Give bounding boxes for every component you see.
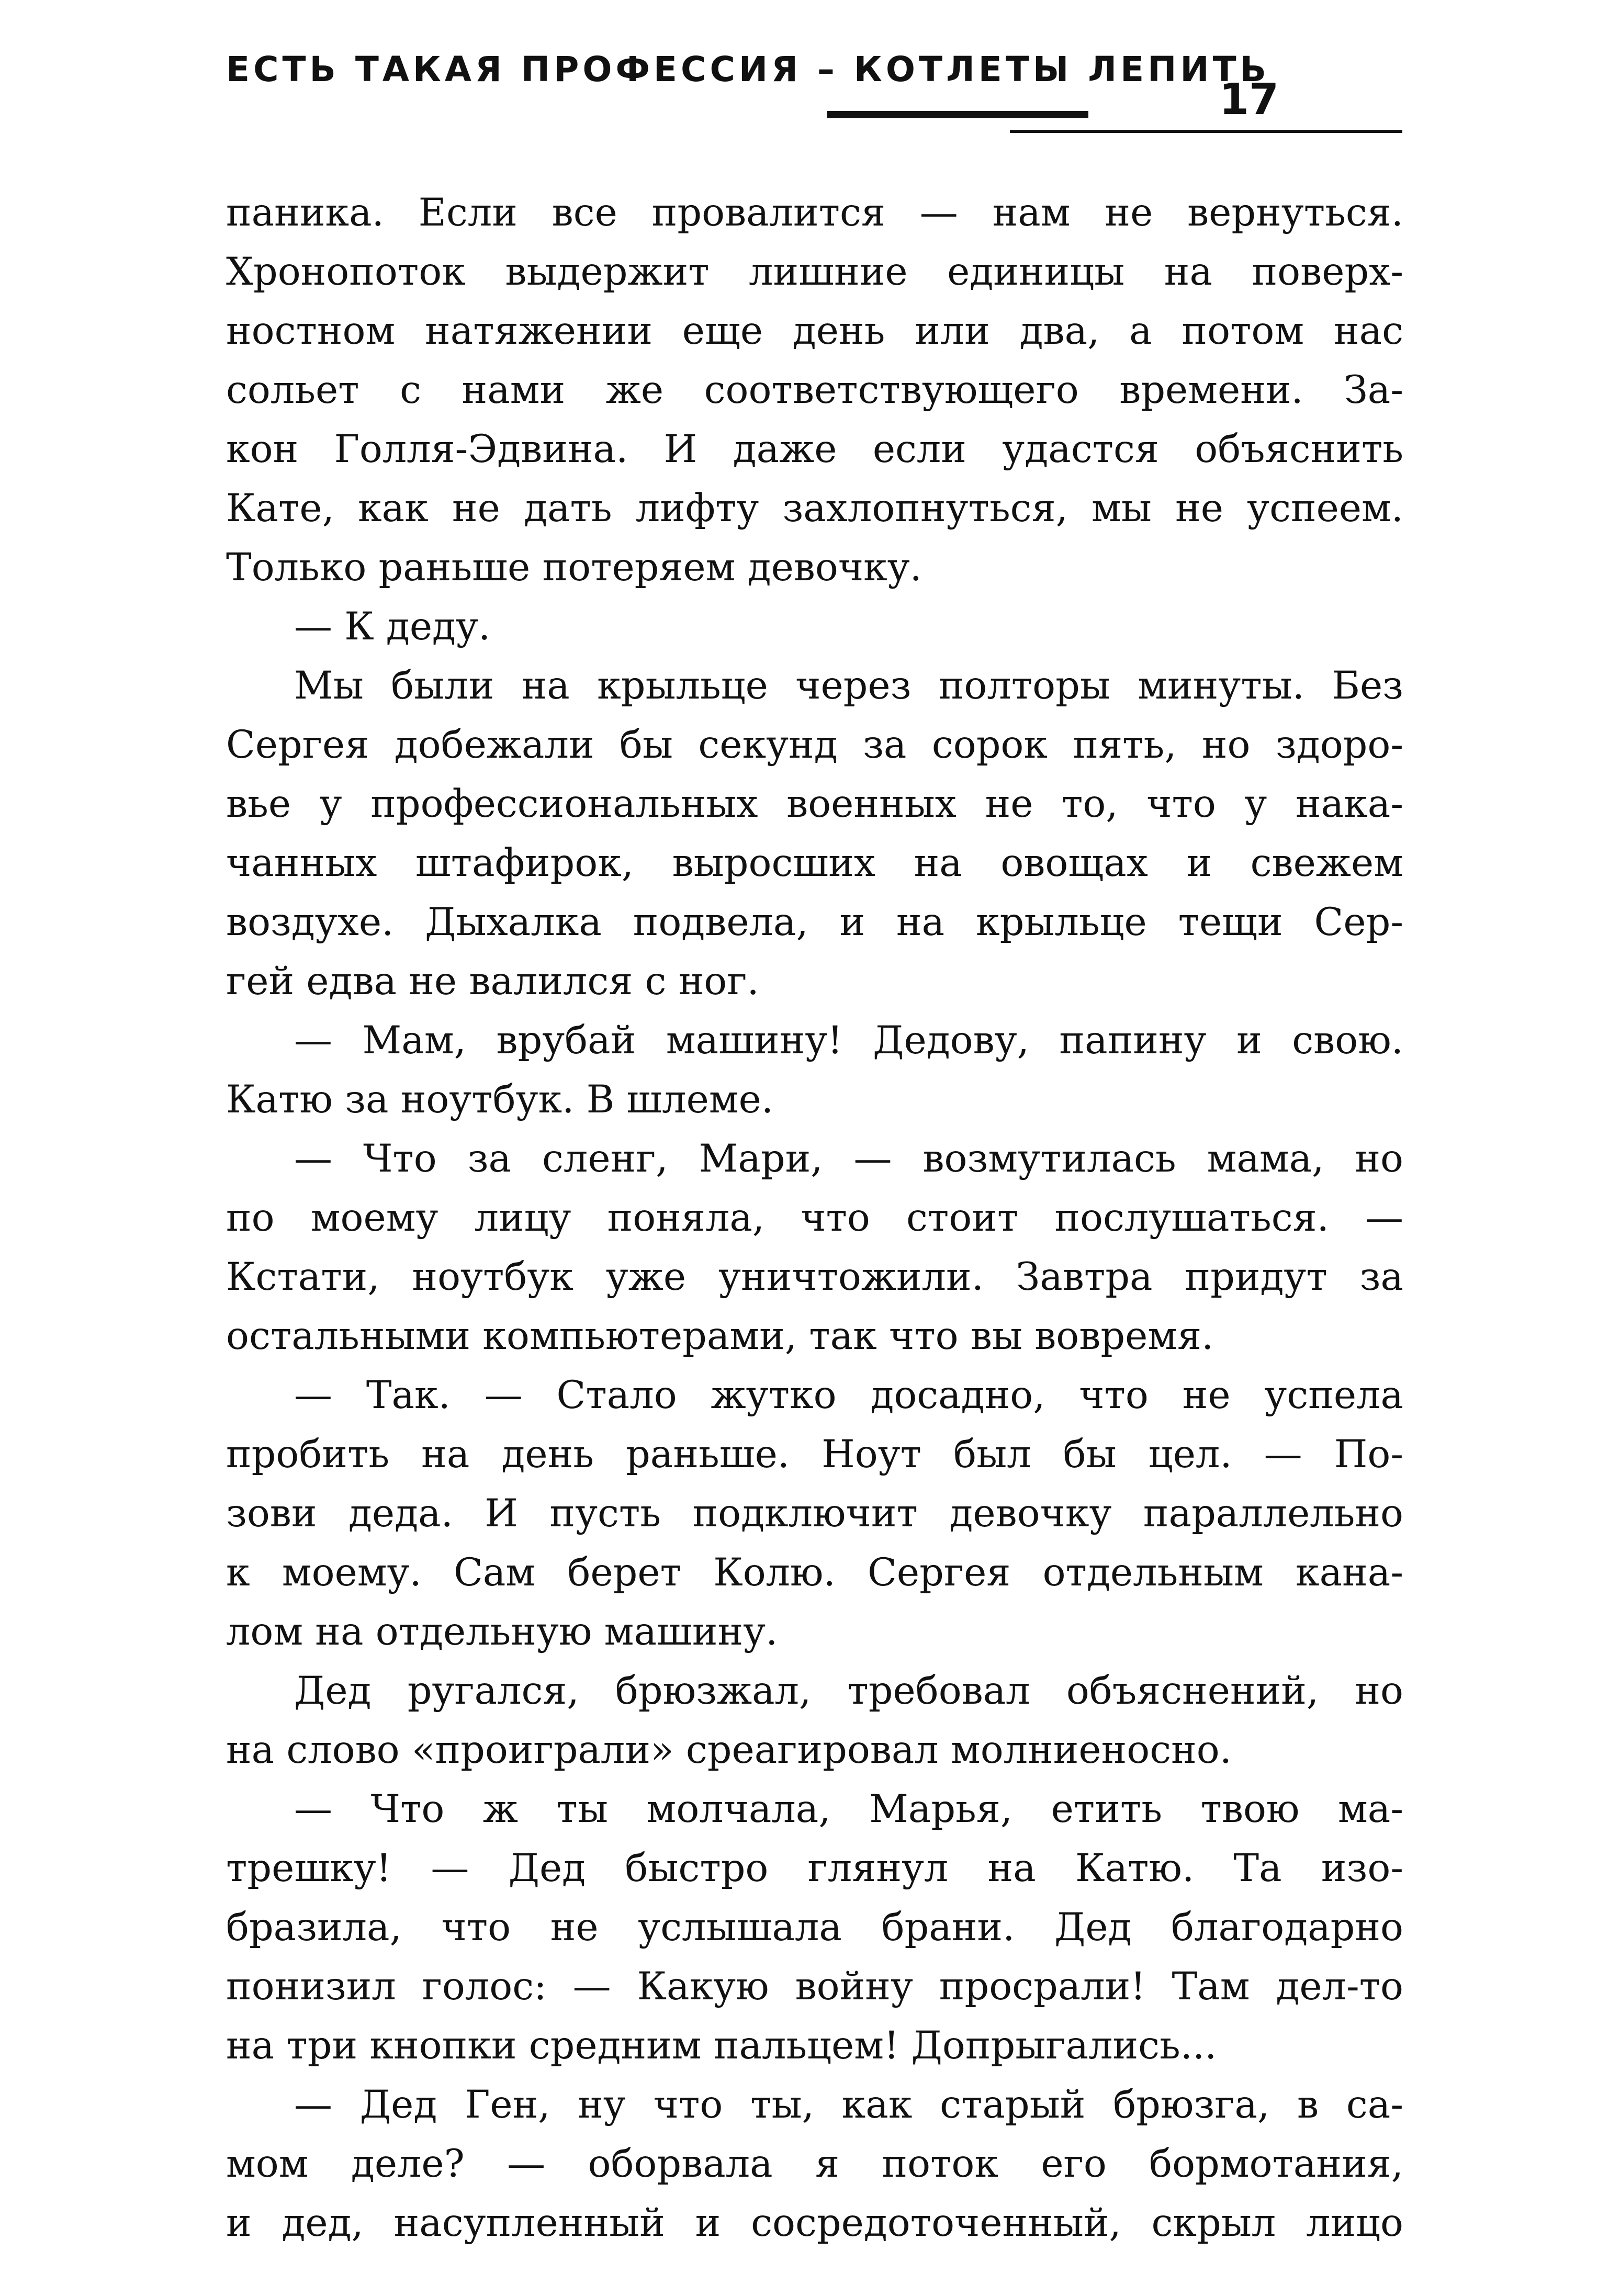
- text-line: — К деду.: [294, 604, 491, 649]
- text-line: зови деда. И пусть подключит девочку параллельно: [226, 1491, 1403, 1536]
- text-line: Хронопоток выдержит лишние единицы на поверх-: [226, 250, 1403, 294]
- text-line: Дед ругался, брюзжал, требовал объяснений, но: [294, 1669, 1403, 1713]
- text-line: кон Голля-Эдвина. И даже если удастся объяснить: [226, 427, 1403, 471]
- text-line: Сергея добежали бы секунд за сорок пять, но здоро-: [226, 723, 1403, 767]
- page-number: 17: [1219, 75, 1279, 125]
- header-rule-thick: [827, 111, 1088, 118]
- text-line: воздухе. Дыхалка подвела, и на крыльце тещи Сер-: [226, 900, 1403, 944]
- text-line: — Дед Ген, ну что ты, как старый брюзга, в са-: [294, 2083, 1403, 2127]
- text-line: на слово «проиграли» среагировал молниеносно.: [226, 1728, 1232, 1772]
- text-line: — Что ж ты молчала, Марья, етить твою ма-: [294, 1787, 1403, 1831]
- text-line: вье у профессиональных военных не то, что у нака-: [226, 782, 1403, 826]
- text-line: чанных штафирок, выросших на овощах и свежем: [226, 841, 1403, 885]
- text-line: — Так. — Стало жутко досадно, что не успела: [294, 1373, 1403, 1417]
- text-line: бразила, что не услышала брани. Дед благодарно: [226, 1905, 1403, 1950]
- text-line: гей едва не валился с ног.: [226, 959, 759, 1004]
- text-line: остальными компьютерами, так что вы вовремя.: [226, 1314, 1214, 1358]
- text-line: Только раньше потеряем девочку.: [226, 545, 922, 590]
- text-line: мом деле? — оборвала я поток его бормотания,: [226, 2142, 1403, 2186]
- text-line: и дед, насупленный и сосредоточенный, скрыл лицо: [226, 2201, 1403, 2245]
- text-line: — Мам, врубай машину! Дедову, папину и свою.: [294, 1018, 1403, 1063]
- text-line: сольет с нами же соответствующего времени. За-: [226, 368, 1403, 412]
- text-line: пробить на день раньше. Ноут был бы цел. — По-: [226, 1432, 1403, 1477]
- header-rule-thin: [1010, 130, 1402, 133]
- running-head-title: ЕСТЬ ТАКАЯ ПРОФЕССИЯ – КОТЛЕТЫ ЛЕПИТЬ: [226, 49, 1270, 89]
- text-line: к моему. Сам берет Колю. Сергея отдельным кана-: [226, 1550, 1403, 1595]
- text-line: ностном натяжении еще день или два, а потом нас: [226, 309, 1403, 353]
- text-line: — Что за сленг, Мари, — возмутилась мама, но: [294, 1136, 1403, 1181]
- text-line: лом на отдельную машину.: [226, 1610, 778, 1654]
- body-text: [226, 183, 1403, 2253]
- text-line: понизил голос: — Какую войну просрали! Там дел-то: [226, 1964, 1403, 2009]
- text-line: Катю за ноутбук. В шлеме.: [226, 1077, 774, 1122]
- text-line: Мы были на крыльце через полторы минуты. Без: [294, 663, 1403, 708]
- text-line: по моему лицу поняла, что стоит послушаться. —: [226, 1196, 1403, 1240]
- text-line: паника. Если все провалится — нам не вернуться.: [226, 190, 1403, 235]
- text-line: Кате, как не дать лифту захлопнуться, мы не успеем.: [226, 486, 1403, 531]
- text-line: трешку! — Дед быстро глянул на Катю. Та изо-: [226, 1846, 1403, 1890]
- text-line: Кстати, ноутбук уже уничтожили. Завтра придут за: [226, 1255, 1403, 1299]
- text-line: на три кнопки средним пальцем! Допрыгались...: [226, 2023, 1217, 2068]
